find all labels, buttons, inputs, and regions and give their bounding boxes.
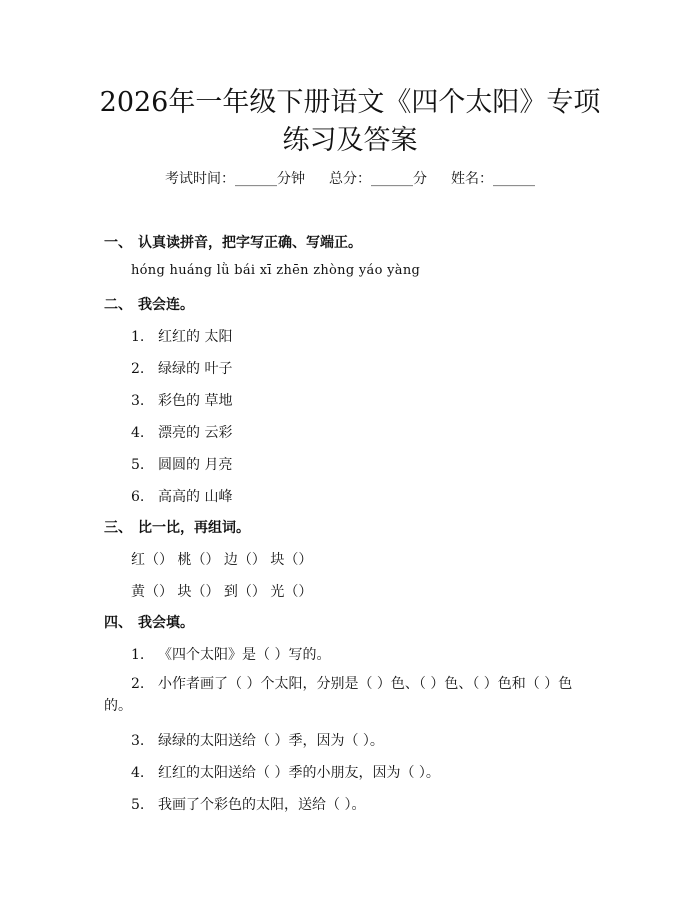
section-3-heading: 三、 比一比，再组词。: [104, 520, 250, 536]
fill-item: 1. 《四个太阳》是（ ）写的。: [131, 647, 331, 663]
match-item: 4. 漂亮的 云彩: [131, 425, 233, 441]
student-name-label: 姓名：______: [451, 171, 535, 187]
match-item: 1. 红红的 太阳: [131, 329, 233, 345]
fill-item: 3. 绿绿的太阳送给（ ）季，因为（ ）。: [131, 733, 384, 749]
match-item: 3. 彩色的 草地: [131, 393, 233, 409]
page-title: 2026年一年级下册语文《四个太阳》专项练习及答案: [99, 87, 601, 156]
fill-item: 2. 小作者画了（ ）个太阳，分别是（ ）色、（ ）色、（ ）色和（ ）色的。: [104, 676, 573, 714]
compare-row: 黄（） 块（） 到（） 光（）: [131, 584, 313, 600]
section-4-heading: 四、 我会填。: [104, 615, 194, 631]
section-1-heading: 一、 认真读拼音，把字写正确、写端正。: [104, 235, 362, 251]
total-score-label: 总分：______分: [329, 171, 427, 187]
match-item: 5. 圆圆的 月亮: [131, 457, 233, 473]
section-2-heading: 二、 我会连。: [104, 297, 194, 313]
exam-info: [0, 168, 700, 188]
fill-item: 5. 我画了个彩色的太阳，送给（ ）。: [131, 797, 366, 813]
match-item: 2. 绿绿的 叶子: [131, 361, 233, 377]
match-item: 6. 高高的 山峰: [131, 489, 233, 505]
fill-item: 4. 红红的太阳送给（ ）季的小朋友，因为（ ）。: [131, 765, 440, 781]
compare-row: 红（） 桃（） 边（） 块（）: [131, 552, 313, 568]
exam-time-label: 考试时间：______分钟: [165, 171, 305, 187]
pinyin-line: hóng huáng lǜ bái xī zhēn zhòng yáo yàng: [131, 263, 421, 278]
